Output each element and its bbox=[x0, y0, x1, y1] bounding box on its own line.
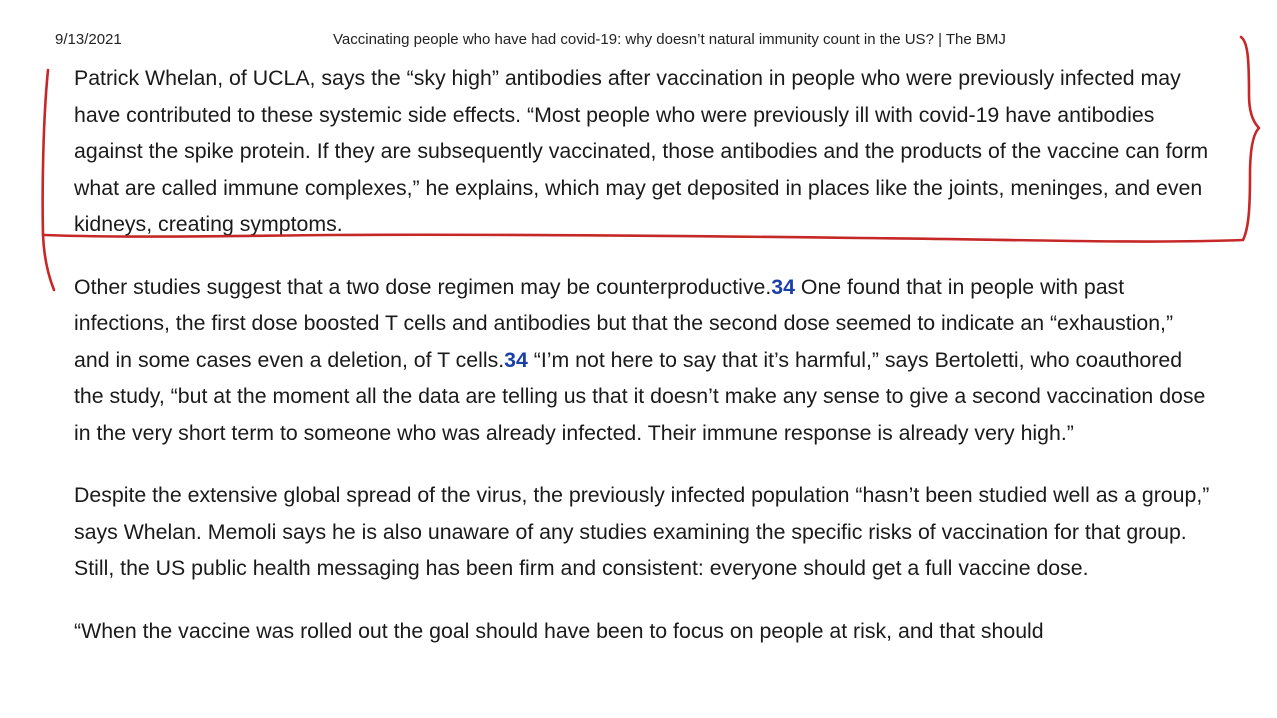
annotation-bracket-left bbox=[43, 70, 54, 290]
paragraph-previously-infected: Despite the extensive global spread of the virus, the previously infected population “hasn’t been studied well as a group,” says Whelan. Memoli says he is also unaware of any studies examining the specific risks of vaccination for that group. Still, the US public health messaging has been firm and consistent: everyone should get a full vaccine dose. bbox=[74, 483, 1210, 580]
print-page-title: Vaccinating people who have had covid-19: why doesn’t natural immunity count in the US? | The BMJ bbox=[333, 31, 1006, 48]
paragraph-text: “I’m not here to say that it’s harmful,” says Bertoletti, who coauthored the study, “but at the moment all the data are telling us that it doesn’t make any sense to give a second vaccination dose in the very short term to someone who was already infected. Their immune response is already very high.” bbox=[74, 347, 1206, 445]
print-header bbox=[0, 31, 1277, 51]
reference-link-34[interactable]: 34 bbox=[771, 274, 795, 299]
paragraph-two-dose-regimen bbox=[74, 269, 1214, 452]
print-date: 9/13/2021 bbox=[55, 31, 122, 48]
paragraph-vaccine-rollout: “When the vaccine was rolled out the goal should have been to focus on people at risk, and that should bbox=[74, 618, 1044, 643]
article-body bbox=[74, 60, 1214, 675]
reference-link-34[interactable]: 34 bbox=[504, 347, 528, 372]
paragraph-text: Other studies suggest that a two dose regimen may be counterproductive. bbox=[74, 274, 772, 299]
paragraph-text: One found that in people with past infections, the first dose boosted T cells and antibodies but that the second dose seemed to indicate an “exhaustion,” and in some cases even a deletion, of T cells. bbox=[74, 274, 1174, 372]
paragraph-whelan-antibodies: Patrick Whelan, of UCLA, says the “sky high” antibodies after vaccination in people who were previously infected may have contributed to these systemic side effects. “Most people who were previously ill with covid-19 have antibodies against the spike protein. If they are subsequently vaccinated, those antibodies and the products of the vaccine can form what are called immune complexes,” he explains, which may get deposited in places like the joints, meninges, and even kidneys, creating symptoms. bbox=[74, 66, 1209, 236]
